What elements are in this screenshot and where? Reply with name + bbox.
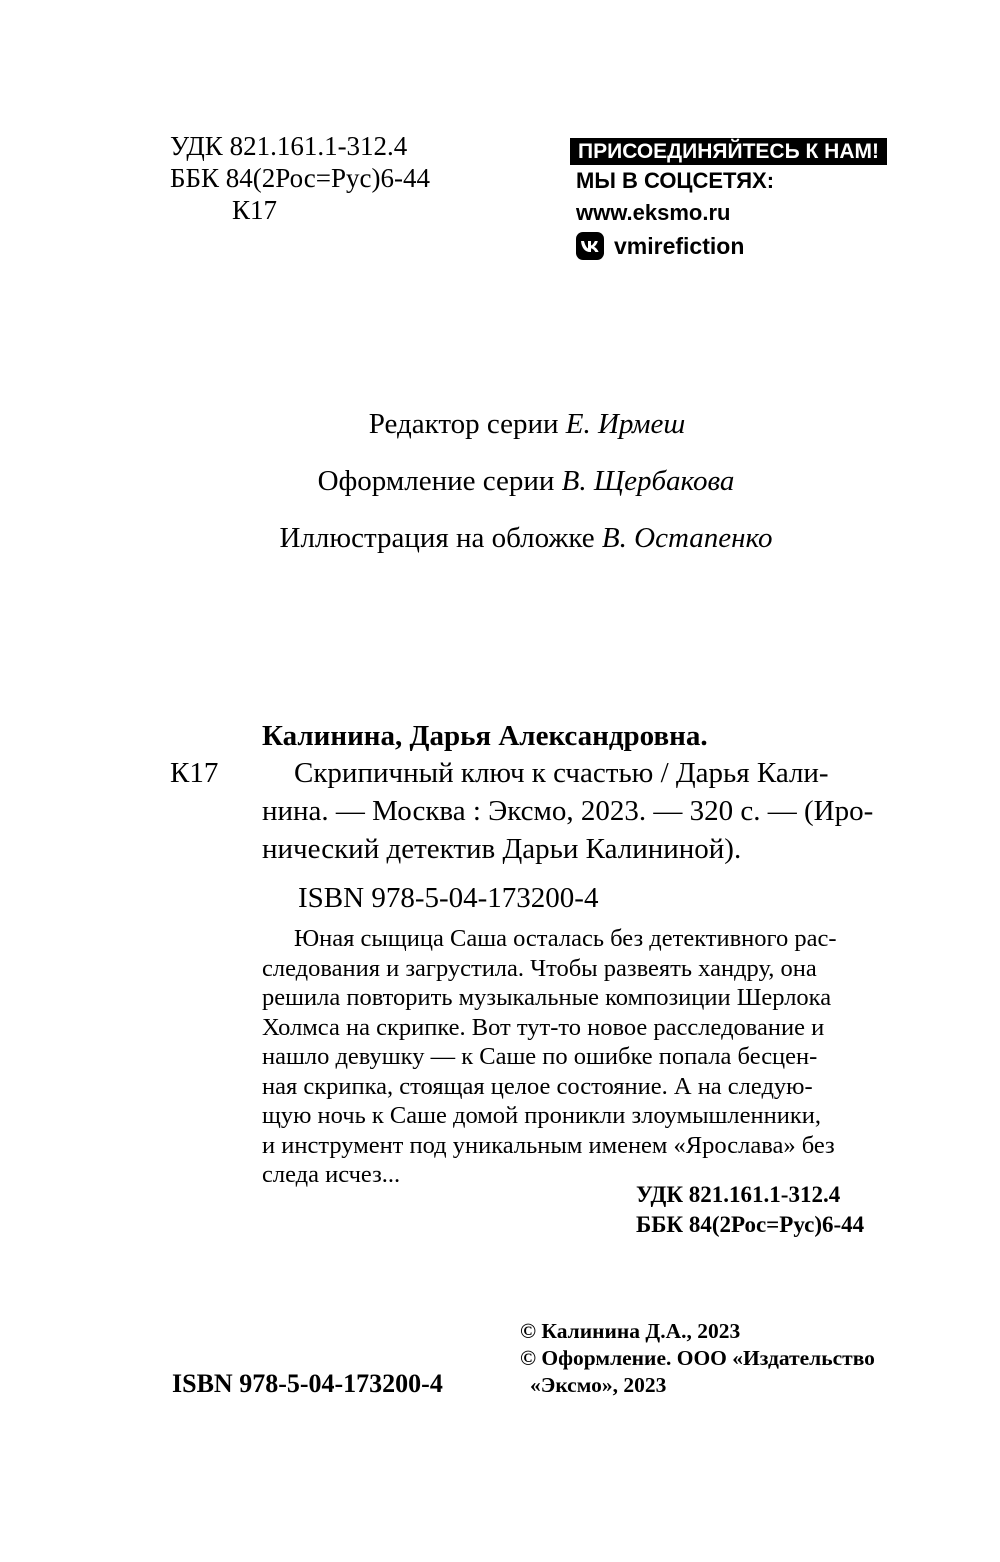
- annotation-line: следования и загрустила. Чтобы развеять хандру, она: [262, 954, 817, 982]
- vk-icon: [576, 232, 604, 260]
- annotation-line: следа исчез...: [262, 1161, 401, 1188]
- entry-line: нина. — Москва : Эксмо, 2023. — 320 с. — (Иро-: [262, 795, 874, 827]
- vk-name: vmirefiction: [614, 233, 745, 259]
- credit-cover-illustration: [0, 510, 1000, 567]
- classification-bottom: [636, 1180, 864, 1240]
- copyright-block: [520, 1318, 875, 1399]
- credit-series-design: [0, 453, 1000, 510]
- credit-role: Иллюстрация на обложке: [279, 522, 595, 554]
- copyright-design: © Оформление. ООО «Издательство: [520, 1346, 875, 1370]
- entry-line: нический детектив Дарьи Калининой).: [262, 833, 742, 865]
- bbk-code: ББК 84(2Рос=Рус)6-44: [170, 163, 430, 193]
- social-block: [570, 138, 890, 261]
- credit-name: В. Щербакова: [561, 465, 735, 497]
- vk-link[interactable]: [570, 231, 890, 261]
- join-banner: ПРИСОЕДИНЯЙТЕСЬ К НАМ!: [570, 138, 887, 165]
- entry-mark: К17: [170, 757, 219, 789]
- social-subtitle: МЫ В СОЦСЕТЯХ:: [576, 168, 775, 193]
- udk-code: УДК 821.161.1-312.4: [170, 131, 408, 161]
- bbk-code: ББК 84(2Рос=Рус)6-44: [636, 1212, 865, 1237]
- credit-role: Редактор серии: [368, 408, 559, 440]
- entry-body: [170, 754, 882, 868]
- annotation-line: Холмса на скрипке. Вот тут-то новое расследование и: [262, 1013, 825, 1041]
- footer-isbn: ISBN 978-5-04-173200-4: [172, 1369, 443, 1398]
- classification-top: [170, 130, 430, 226]
- entry-description: [170, 754, 882, 868]
- annotation: [262, 924, 882, 1190]
- entry-line: Скрипичный ключ к счастью / Дарья Кали-: [294, 757, 829, 789]
- credit-name: Е. Ирмеш: [565, 408, 686, 440]
- copyright-author: © Калинина Д.А., 2023: [520, 1319, 741, 1343]
- website-link[interactable]: www.eksmo.ru: [576, 200, 731, 225]
- annotation-line: Юная сыщица Саша осталась без детективного рас-: [294, 925, 837, 952]
- credit-series-editor: [0, 396, 1000, 453]
- author-mark: К17: [232, 195, 278, 225]
- annotation-line: нашло девушку — к Саше по ошибке попала бесцен-: [262, 1043, 818, 1070]
- catalog-entry: [170, 718, 882, 918]
- credits: [0, 396, 1000, 567]
- annotation-line: и инструмент под уникальным именем «Ярослава» без: [262, 1131, 835, 1159]
- copyright-design-cont: «Эксмо», 2023: [530, 1373, 667, 1397]
- entry-author: Калинина, Дарья Александровна.: [262, 720, 708, 752]
- udk-code: УДК 821.161.1-312.4: [636, 1182, 841, 1207]
- credit-role: Оформление серии: [317, 465, 555, 497]
- annotation-line: щую ночь к Саше домой проникли злоумышленники,: [262, 1102, 821, 1129]
- credit-name: В. Остапенко: [601, 522, 773, 554]
- annotation-line: решила повторить музыкальные композиции Шерлока: [262, 984, 832, 1011]
- entry-isbn: ISBN 978-5-04-173200-4: [298, 882, 599, 914]
- annotation-line: ная скрипка, стоящая целое состояние. А на следую-: [262, 1072, 813, 1100]
